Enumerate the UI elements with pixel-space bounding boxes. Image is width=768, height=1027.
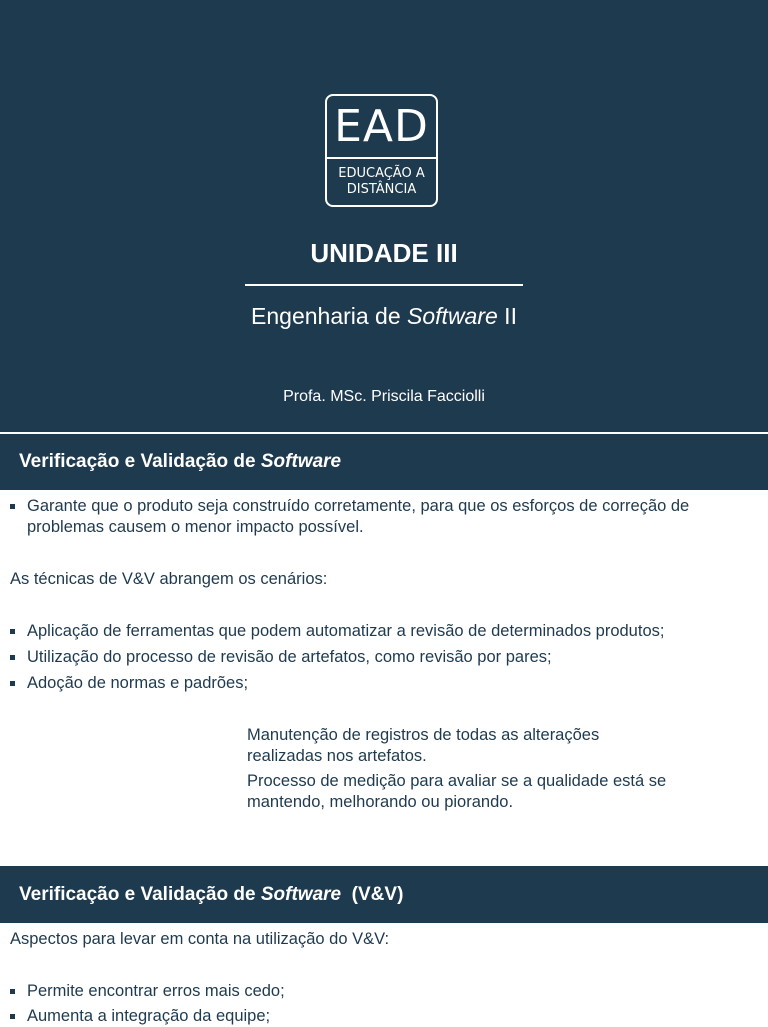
ead-logo [325, 94, 438, 207]
title-divider [245, 284, 523, 286]
slide1-subnote-2 [247, 771, 666, 813]
bullet-square-icon [10, 1014, 15, 1019]
bullet-text: Adoção de normas e padrões; [27, 674, 249, 692]
logo-subtitle-line1: EDUCAÇÃO A [338, 166, 425, 181]
bullet-square-icon [10, 655, 15, 660]
bullet-square-icon [10, 629, 15, 634]
bullet-text: Aumenta a integração da equipe; [27, 1007, 271, 1025]
cover-slide [0, 0, 768, 432]
subtitle-text: Engenharia de [251, 303, 408, 329]
author-name: Profa. MSc. Priscila Facciolli [283, 388, 485, 405]
subnote-line: Processo de medição para avaliar se a qualidade está se [247, 772, 667, 790]
slide2-header-emphasis: Software [260, 884, 342, 905]
bullet-line: Garante que o produto seja construído corretamente, para que os esforços de correção de [27, 497, 690, 515]
slide1-subnote-1 [247, 725, 599, 767]
subnote-line: mantendo, melhorando ou piorando. [247, 793, 514, 811]
logo-divider [327, 157, 436, 159]
slide2-header-text: Verificação e Validação de [19, 884, 261, 905]
bullet-square-icon [10, 989, 15, 994]
slide1-intro: As técnicas de V&V abrangem os cenários: [10, 570, 328, 588]
subtitle-emphasis: Software [407, 303, 498, 329]
subtitle-suffix: II [497, 303, 517, 329]
slide2-header-suffix: (V&V) [341, 884, 404, 905]
slide1-header-text: Verificação e Validação de [19, 451, 261, 472]
bullet-text: Permite encontrar erros mais cedo; [27, 982, 285, 1000]
subnote-line: Manutenção de registros de todas as alterações [247, 726, 600, 744]
slide1-header [0, 434, 768, 490]
bullet-text [27, 496, 768, 538]
logo-subtitle [327, 166, 436, 198]
bullet-text: Aplicação de ferramentas que podem automatizar a revisão de determinados produtos; [27, 622, 665, 640]
slide2-header [0, 866, 768, 923]
bullet-line: problemas causem o menor impacto possível. [27, 518, 364, 536]
bullet-square-icon [10, 504, 15, 509]
bullet-text: Utilização do processo de revisão de artefatos, como revisão por pares; [27, 648, 552, 666]
subnote-line: realizadas nos artefatos. [247, 747, 427, 765]
logo-subtitle-line2: DISTÂNCIA [346, 182, 417, 197]
bullet-square-icon [10, 681, 15, 686]
slide1-header-emphasis: Software [260, 451, 342, 472]
unit-title: UNIDADE III [310, 238, 458, 268]
course-subtitle [0, 301, 768, 331]
logo-title: EAD [334, 101, 429, 152]
slide2-intro: Aspectos para levar em conta na utilização do V&V: [10, 930, 390, 948]
